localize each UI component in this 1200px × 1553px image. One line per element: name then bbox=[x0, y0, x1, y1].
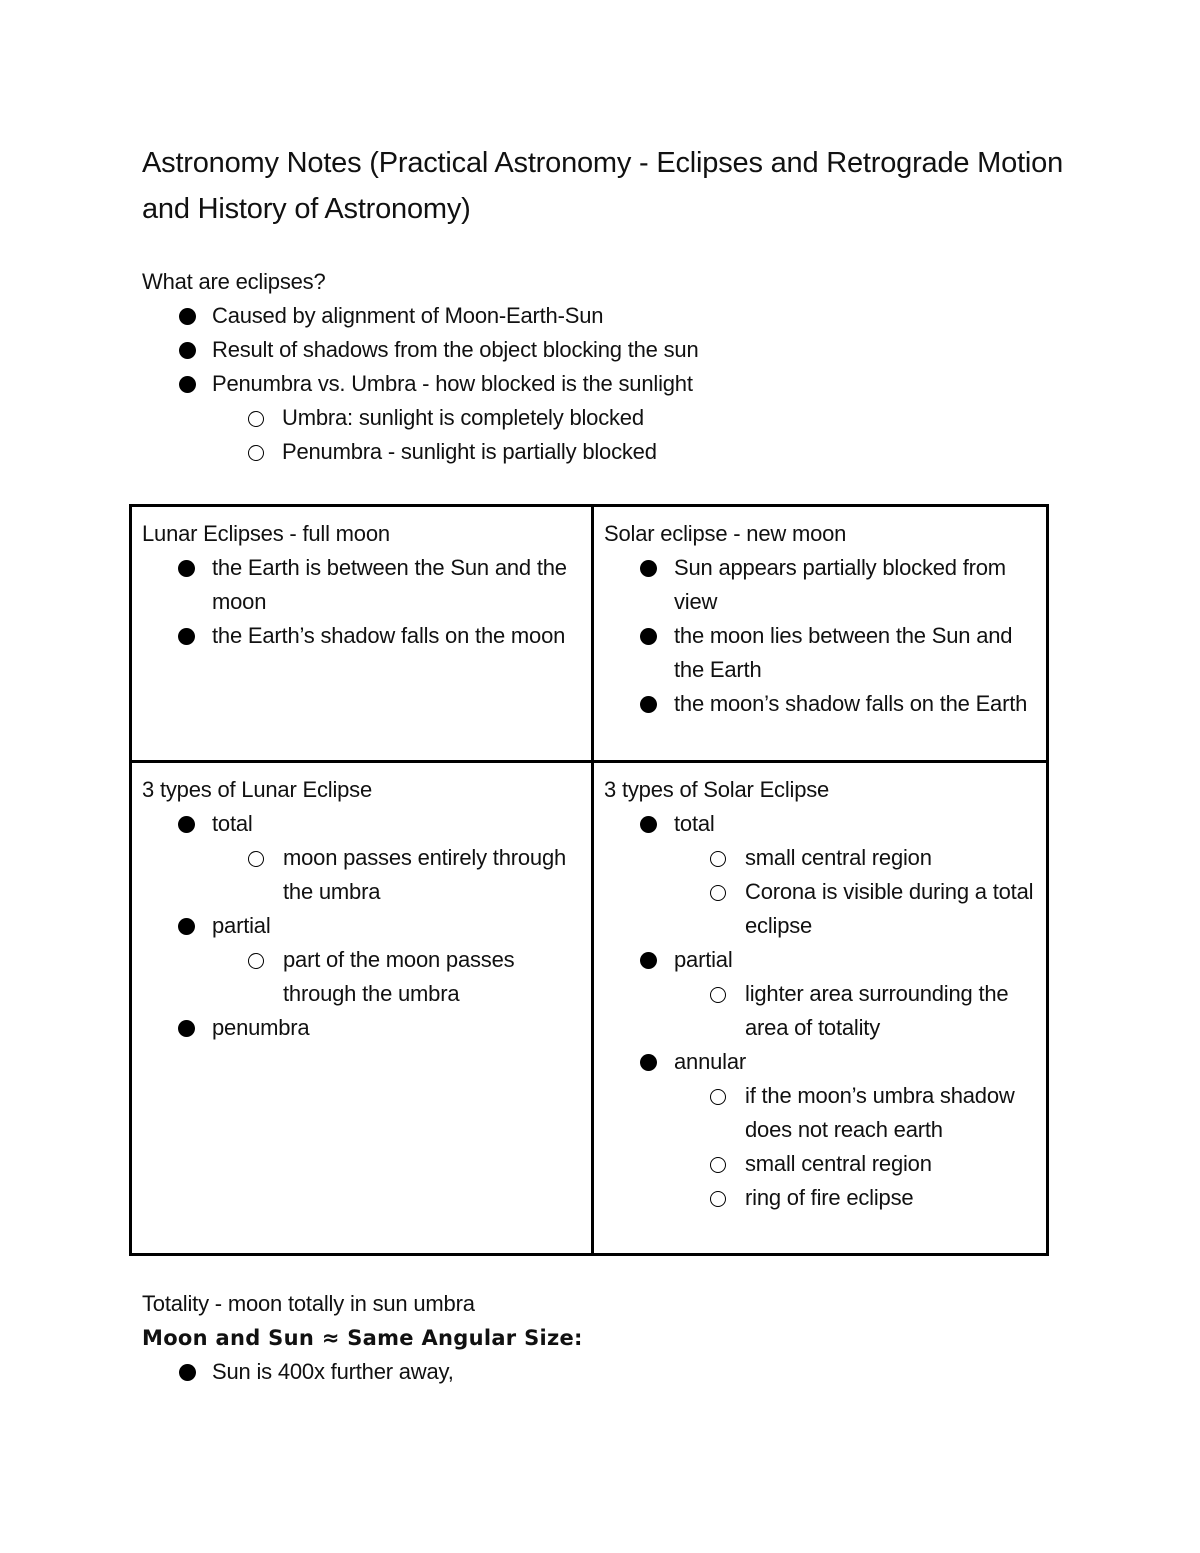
list-item: part of the moon passes through the umbra bbox=[142, 943, 579, 1011]
list-item: Sun is 400x further away, bbox=[142, 1355, 1062, 1389]
list-item bbox=[604, 943, 1034, 1045]
intro-section bbox=[142, 265, 1062, 469]
table-cell-solar-types bbox=[591, 760, 1046, 1253]
list-item bbox=[142, 807, 579, 909]
eclipse-table bbox=[129, 504, 1049, 1256]
list-item: the Earth’s shadow falls on the moon bbox=[142, 619, 579, 653]
list-item-label: partial bbox=[674, 947, 733, 972]
cell-heading: 3 types of Solar Eclipse bbox=[604, 777, 830, 802]
sub-bullet-list bbox=[604, 977, 1034, 1045]
list-item: ring of fire eclipse bbox=[604, 1181, 1034, 1215]
list-item: the moon’s shadow falls on the Earth bbox=[604, 687, 1034, 721]
bullet-list bbox=[604, 807, 1034, 1215]
list-item: small central region bbox=[604, 1147, 1034, 1181]
bullet-list bbox=[142, 807, 579, 1045]
totality-line: Totality - moon totally in sun umbra bbox=[142, 1291, 475, 1316]
list-item: the Earth is between the Sun and the moon bbox=[142, 551, 579, 619]
sub-bullet-list bbox=[604, 841, 1034, 943]
table-cell-lunar bbox=[132, 507, 591, 760]
list-item-label: annular bbox=[674, 1049, 746, 1074]
intro-sub-bullet-list bbox=[212, 401, 1062, 469]
intro-bullet-list bbox=[142, 299, 1062, 401]
list-item: Penumbra vs. Umbra - how blocked is the sunlight bbox=[142, 367, 1062, 401]
list-item-label: total bbox=[674, 811, 715, 836]
list-item bbox=[604, 1045, 1034, 1215]
list-item-label: total bbox=[212, 811, 253, 836]
list-item: small central region bbox=[604, 841, 1034, 875]
sub-bullet-list bbox=[604, 1079, 1034, 1215]
list-item: Penumbra - sunlight is partially blocked bbox=[212, 435, 1062, 469]
list-item: moon passes entirely through the umbra bbox=[142, 841, 579, 909]
bullet-list bbox=[142, 551, 579, 653]
list-item: Umbra: sunlight is completely blocked bbox=[212, 401, 1062, 435]
list-item: penumbra bbox=[142, 1011, 579, 1045]
cell-heading: 3 types of Lunar Eclipse bbox=[142, 777, 373, 802]
list-item: lighter area surrounding the area of totality bbox=[604, 977, 1034, 1045]
bullet-list bbox=[604, 551, 1034, 721]
outro-section bbox=[142, 1287, 1062, 1389]
list-item: if the moon’s umbra shadow does not reach earth bbox=[604, 1079, 1034, 1147]
table-cell-solar bbox=[591, 507, 1046, 760]
list-item: Sun appears partially blocked from view bbox=[604, 551, 1034, 619]
angular-size-heading: Moon and Sun ≈ Same Angular Size: bbox=[142, 1326, 583, 1350]
document-title: Astronomy Notes (Practical Astronomy - Eclipses and Retrograde Motion and History of Astronomy) bbox=[142, 147, 1064, 225]
sub-bullet-list bbox=[142, 943, 579, 1011]
list-item: Result of shadows from the object blocking the sun bbox=[142, 333, 1062, 367]
list-item bbox=[604, 807, 1034, 943]
sub-bullet-list bbox=[142, 841, 579, 909]
cell-heading: Lunar Eclipses - full moon bbox=[142, 521, 390, 546]
list-item: Caused by alignment of Moon-Earth-Sun bbox=[142, 299, 1062, 333]
table-cell-lunar-types bbox=[132, 760, 591, 1253]
cell-heading: Solar eclipse - new moon bbox=[604, 521, 847, 546]
list-item: the moon lies between the Sun and the Earth bbox=[604, 619, 1034, 687]
list-item: Corona is visible during a total eclipse bbox=[604, 875, 1034, 943]
list-item bbox=[142, 909, 579, 1011]
bullet-list bbox=[142, 1355, 1062, 1389]
list-item-label: partial bbox=[212, 913, 271, 938]
intro-question: What are eclipses? bbox=[142, 269, 326, 294]
